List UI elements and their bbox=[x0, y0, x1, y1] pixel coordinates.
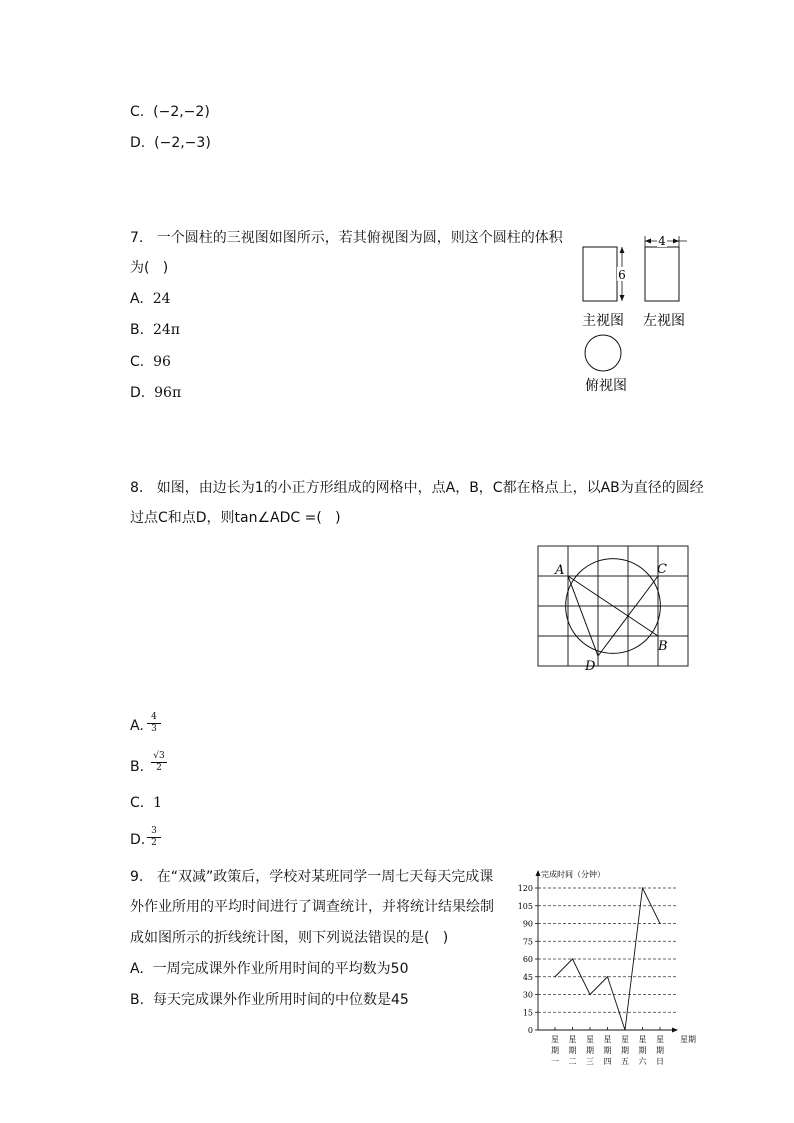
x-tick-label: 星 bbox=[656, 1035, 664, 1044]
side-view-label: 左视图 bbox=[643, 313, 685, 329]
q7-three-view-figure bbox=[575, 228, 705, 398]
y-axis-arrow-icon bbox=[536, 870, 541, 876]
point-d-label: D bbox=[585, 659, 596, 674]
q8-option-a-letter: A. bbox=[130, 718, 144, 734]
q9-option-b: B. 每天完成课外作业所用时间的中位数是45 bbox=[130, 992, 409, 1008]
q8-grid-figure bbox=[530, 540, 700, 675]
series-segment bbox=[590, 977, 608, 995]
x-tick-label: 一 bbox=[551, 1057, 559, 1066]
q6-option-c: C. (−2,−2) bbox=[130, 104, 210, 120]
q8-option-d-fraction bbox=[147, 827, 161, 848]
q9-stem-line2: 外作业所用的平均时间进行了调查统计，并将统计结果绘制 bbox=[130, 899, 494, 915]
x-tick-label: 期 bbox=[621, 1046, 629, 1055]
x-tick-label: 三 bbox=[586, 1057, 594, 1066]
segments bbox=[568, 576, 658, 656]
x-tick-label: 星 bbox=[621, 1035, 629, 1044]
q9-option-a: A. 一周完成课外作业所用时间的平均数为50 bbox=[130, 961, 409, 977]
q8-stem-line1: 8. 如图，由边长为1的小正方形组成的网格中，点A，B，C都在格点上，以AB为直径的圆经 bbox=[130, 480, 704, 496]
q8-option-b-fraction bbox=[151, 752, 167, 773]
y-tick-label: 30 bbox=[522, 990, 533, 1000]
x-tick-label: 期 bbox=[638, 1046, 647, 1055]
q9-stem-line1: 9. 在“双减”政策后，学校对某班同学一周七天每天完成课 bbox=[130, 869, 494, 885]
series-segment bbox=[608, 977, 626, 1030]
q7-option-d bbox=[130, 384, 181, 402]
x-tick-label: 期 bbox=[603, 1046, 612, 1055]
point-b-label: B bbox=[658, 639, 668, 654]
x-axis-arrow-icon bbox=[672, 1028, 678, 1033]
x-tick-label: 期 bbox=[586, 1046, 594, 1055]
x-tick-label: 星 bbox=[638, 1035, 647, 1044]
numerator: 4 bbox=[147, 713, 161, 724]
x-tick-label: 日 bbox=[656, 1057, 664, 1066]
x-tick-label: 星 bbox=[568, 1035, 577, 1044]
point-c-label: C bbox=[657, 562, 667, 577]
x-axis-label: 星期 bbox=[680, 1035, 696, 1044]
height-label: 6 bbox=[618, 268, 626, 282]
q9-stem-line3: 成如图所示的折线统计图，则下列说法错误的是( ) bbox=[130, 930, 449, 946]
arrow-up-icon bbox=[620, 247, 625, 253]
x-tick-label: 期 bbox=[568, 1046, 577, 1055]
y-tick-label: 105 bbox=[517, 901, 533, 911]
x-tick-label: 六 bbox=[638, 1057, 647, 1066]
data-point bbox=[554, 976, 555, 977]
q7-option-a bbox=[130, 290, 171, 308]
denominator: 2 bbox=[151, 838, 157, 848]
segment-ad bbox=[568, 576, 598, 656]
q8-option-b-letter: B. bbox=[130, 759, 145, 775]
arrow-down-icon bbox=[620, 295, 625, 301]
denominator: 2 bbox=[156, 763, 162, 773]
y-tick-label: 75 bbox=[522, 937, 533, 947]
option-value: 24π bbox=[152, 322, 180, 338]
data-point bbox=[659, 923, 660, 924]
front-view-rect bbox=[583, 247, 617, 301]
top-view-label: 俯视图 bbox=[585, 378, 627, 394]
arrow-left-icon bbox=[645, 239, 651, 244]
point-a-label: A bbox=[555, 563, 565, 578]
option-letter: D. bbox=[130, 385, 146, 401]
option-letter: C. bbox=[130, 354, 145, 370]
q8-stem-line2: 过点C和点D，则tan∠ADC =( ) bbox=[130, 510, 341, 526]
q7-option-b bbox=[130, 321, 180, 339]
x-tick-label: 五 bbox=[621, 1057, 629, 1066]
x-tick-label: 二 bbox=[568, 1057, 577, 1066]
y-tick-label: 120 bbox=[517, 884, 533, 893]
numerator: √3 bbox=[151, 752, 167, 763]
x-tick-label: 星 bbox=[603, 1035, 612, 1044]
option-value: 96 bbox=[153, 354, 171, 370]
denominator: 3 bbox=[151, 724, 157, 734]
q8-option-d-letter: D. bbox=[130, 832, 146, 848]
option-value: 96π bbox=[154, 385, 182, 401]
q7-stem-line2: 为( ) bbox=[130, 260, 169, 276]
q7-stem-line1: 7. 一个圆柱的三视图如图所示，若其俯视图为圆，则这个圆柱的体积 bbox=[130, 230, 563, 246]
y-tick-label: 0 bbox=[527, 1026, 533, 1035]
q8-option-c bbox=[130, 794, 162, 812]
option-letter: C. bbox=[130, 795, 145, 811]
front-view-label: 主视图 bbox=[582, 313, 624, 329]
option-value: 24 bbox=[152, 291, 171, 307]
y-tick-label: 45 bbox=[522, 972, 533, 982]
data-point bbox=[607, 976, 608, 977]
q9-line-chart bbox=[505, 862, 705, 1077]
data-point bbox=[624, 1029, 625, 1030]
x-tick-label: 期 bbox=[551, 1046, 559, 1055]
series-segment bbox=[555, 959, 573, 977]
q8-option-a-fraction bbox=[147, 713, 161, 734]
data-point bbox=[642, 887, 643, 888]
data-point bbox=[589, 994, 590, 995]
y-tick-label: 60 bbox=[522, 955, 533, 964]
width-label: 4 bbox=[658, 234, 666, 248]
option-value: 1 bbox=[153, 795, 163, 811]
x-tick-label: 星 bbox=[551, 1035, 559, 1044]
numerator: 3 bbox=[147, 827, 161, 838]
chart-y-axis-label: 完成时间（分钟） bbox=[541, 870, 605, 879]
top-view-circle bbox=[585, 335, 621, 371]
side-view-rect bbox=[645, 247, 679, 301]
x-tick-label: 四 bbox=[603, 1057, 612, 1066]
option-letter: B. bbox=[130, 322, 145, 338]
q7-option-c bbox=[130, 353, 171, 371]
data-point bbox=[572, 958, 573, 959]
y-tick-label: 15 bbox=[522, 1008, 533, 1018]
q6-option-d: D. (−2,−3) bbox=[130, 135, 211, 151]
x-tick-label: 星 bbox=[586, 1035, 594, 1044]
x-tick-label: 期 bbox=[656, 1046, 664, 1055]
arrow-right-icon bbox=[673, 239, 679, 244]
option-letter: A. bbox=[130, 291, 144, 307]
y-tick-label: 90 bbox=[522, 919, 533, 929]
